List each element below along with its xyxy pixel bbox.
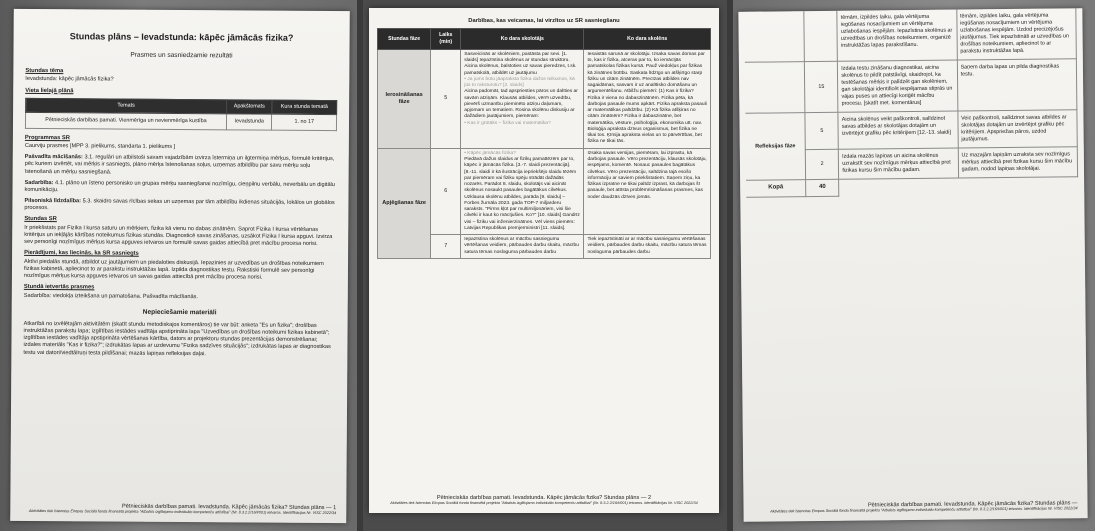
student-cell: Veic paškontroli, salīdzinot savas atbildes ar skolotājas dotajām un izvērtējot grafiku pēc kritērijiem. Apspriežas pāros, uzdod jautājumus. — [958, 110, 1078, 148]
skill-paragraph — [24, 180, 336, 196]
minutes-cell: 15 — [805, 61, 839, 112]
skill-text: 4.1. plāno un īsteno personisko un grupas mērķu sasniegšanai nozīmīgu, cieņpilnu verbālu, neverbālu un digitālu komunikāciju. — [24, 179, 335, 194]
footer-title: Pētnieciskās darbības pamati. Ievadstunda. Kāpēc jāmācās fizika? Stundas plāns — 2 — [436, 495, 652, 501]
footer-title: Pētnieciskās darbības pamati. Ievadstunda. Kāpēc jāmācās fizika? Stundas plāns — 1 — [122, 503, 337, 512]
table-cell: 1. no 17 — [272, 114, 337, 130]
topic-text: Ievadstunda: kāpēc jāmācās fizika? — [25, 76, 114, 83]
table-row — [745, 110, 1077, 151]
document-page-2 — [369, 8, 719, 513]
materials-heading: Nepieciešamie materiāli — [142, 308, 217, 316]
table-row — [744, 8, 1076, 62]
table-row — [378, 49, 711, 148]
minutes-cell: 7 — [431, 235, 461, 259]
student-cell: Iesaistās sarunā ar skolotāju. Izsaka savas domas par to, kas ir fizika, atceras par to, ko iemācījās pamatskolas fizikas kursā. Pauž viedokļus par fizikas kā zinātnes būtību. Saskata līdzīgo un atšķirīgo starp fiziku un citām zinātnēm. Precīzas atbildes nav sagaidāmas, sasvars ir uz analītisko domāšanu un argumentēšanu. Atbilžu piemēri: (1) Kas ir fizika? Fizika ir viena no dabaszinātnēm. Fizika pēta, kā darbojas pasaule mums apkārt. Fizika apraksta pasauli ar matemātikas palīdzību. (2) Kā fizika atšķiras no citām zinātnēm? Fizika ir dabaszinātne, bet matemātika, vēsture, psiholoģija, ekonomika utt. nav. Bioloģija apraksta dzīvus organismus, bet fizika ne tikai tos. Ķīmija apraksta vielas un to pārvērtības, bet fizika ne tikai tās. — [584, 49, 711, 148]
total-row — [746, 177, 1078, 197]
student-cell: tēmām, izpildes laiku, gala vērtējuma iegūšanas nosacījumiem un vērtējuma uzlabošanas iespējām. Uzdod precizējošus jautājumus. Tiek iepazīstināti ar uzvedības un drošības noteikumiem, apliecinot to ar parakstu instruktāžas lapā. — [956, 8, 1076, 60]
teacher-cell: tēmām, izpildes laiku, gala vērtējuma iegūšanas nosacījumiem un vērtējuma uzlabošanas iespējām. Iepazīstina skolēnus ar uzvedības un drošības noteikumiem, organizē instruktāžas lapas parakstīšanu. — [837, 10, 957, 62]
place-heading: Vieta lielajā plānā — [25, 87, 74, 94]
program-heading: Programmas SR — [24, 134, 71, 141]
student-cell: Tiek iepazīstināti ar ar mācību sasniegumu vērtēšanas veidiem, pārbaudes darbu skaitu, mācību satura tēmas nosləguma pārbaudes darbu — [584, 235, 711, 259]
table-header: Ko dara skolotājs — [461, 29, 584, 49]
skill-label: Sadarbība: — [24, 179, 54, 186]
footer-note: Aktivitātes tiek īstenotas Eiropas Sociālā fonda finansētā projekta "Atbalsts izglītojamo individuālo kompetenču attīstībai" (Nr. 8.3.2.2/16/I/001) ietvaros. Identifikācijas Nr. VISC 2022/34 — [390, 501, 698, 505]
program-text: Caurviju prasmes [MPP 3. pielikums, standarta 1. pielikums ] — [24, 143, 176, 151]
minutes-cell — [804, 11, 838, 62]
table-header: Apakštemats — [227, 100, 273, 114]
footer-note: Aktivitātes tiek īstenotas Eiropas Sociālā fonda finansētā projekta "Atbalsts izglītojamo individuālo kompetenču attīstībai" (Nr. 8.3.2.2/16/I/001) ietvaros. Identifikācijas Nr. VISC 2022/34 — [28, 508, 337, 516]
table-row — [25, 112, 336, 130]
page-title: Stundas plāns – Ievadstunda: kāpēc jāmācās fizika? — [69, 31, 294, 43]
student-cell: Saņem darba lapas un pilda diagnostikas testu. — [957, 59, 1077, 111]
footer-note: Aktivitātes tiek īstenotas Eiropas Sociālā fonda finansētā projekta "Atbalsts izglītojamo individuālo kompetenču attīstībai" (Nr. 8.3.2.2/16/I/001) ietvaros. Identifikācijas Nr. VISC 2022/34 — [770, 506, 1078, 514]
sr-heading: Stundas SR — [24, 216, 57, 223]
table-header: Temats — [26, 98, 227, 113]
table-header: Laiks (min) — [431, 29, 461, 49]
photo-page-1 — [0, 0, 357, 531]
lesson-plan-table — [377, 28, 711, 259]
sr-text: Ir priekšstats par Fizika I kursa saturu un mērķiem, fizika kā vienu no dabas zinātnēm. Saprot Fizika I kursa vērtēšanas kritērijus un iekļājās kārtības noteikumus fizikas stundās. Diagnosticē savas zināšanas, uzsākot Fizika I kursa apguvi. Izvirza sev personīgi nozīmīgus mērķus kursa apguves ietvaros un formulē savas gaidas attiecībā pret mācību procesa norisi. — [24, 224, 333, 248]
document-page-1 — [10, 9, 350, 523]
lesson-plan-table-continued — [744, 8, 1078, 198]
footer-title: Pētnieciskās darbības pamati. Ievadstunda. Kāpēc jāmācās fizika? Stundas plāns — — [867, 500, 1078, 509]
skill-paragraph — [24, 198, 336, 214]
teacher-cell: Izdala mazās lapiņas un aicina skolēnus uzrakstīt sev nozīmīgus mērķus attiecībā pret fizikas kursu šim mācību gadam. — [839, 148, 959, 179]
teacher-cell: Aicina skolēnus veikt paškontroli, salīdzinot savas atbildes ar skolotājas dotajām un izvērtējot grafiku pēc kritērijiem [12.-13. slaidi] — [838, 111, 958, 149]
page-footer — [29, 503, 336, 515]
skill-label: Pašvadīta mācīšanās: — [24, 154, 83, 161]
phase-cell — [744, 11, 804, 62]
teacher-cell: Iepazīstina skolēnus ar mācību sasniegumu vērtēšanas veidiem, pārbaudes darbu skaitu, mācību satura tēmas nosləguma pārbaudes darbu — [461, 235, 584, 259]
page-footer — [377, 495, 711, 505]
minutes-cell: 5 — [431, 49, 461, 148]
table-caption: Darbības, kas veicamas, lai virzītos uz SR sasniegšanu — [468, 18, 620, 24]
page-footer — [770, 500, 1077, 513]
skill-text: 3.1. regulāri un atbilstoši savam vajadzībām izvirza īstermiņa un ilgtermiņa mērķus, formulē kritērijus, pēc kuriem izvērtēt, vai mērķis ir sasniegts, plāno mērķa īstenošanas soļus, uzņemas atbildību par savu mērķu soļu īstenošanā un mērķu sasniegšanā. — [24, 154, 335, 176]
total-label: Kopā — [746, 180, 806, 197]
table-row — [378, 148, 711, 234]
table-header: Stundas fāze — [378, 29, 431, 49]
document-page-3 — [738, 8, 1087, 522]
skills-text: Sadarbība: viedokļa izteikšana un pamatošana. Pašvadīta mācīšanās. — [23, 292, 198, 300]
skill-label: Pilsoniskā līdzdalība: — [24, 197, 82, 205]
table-row — [745, 59, 1077, 114]
photo-page-3 — [733, 0, 1095, 531]
materials-text: Atkarībā no izvēlētajām aktivitātēm (skatīt stundu metodiskajos komentāros) tie var būt: anketa "Es un fizika"; drošības instruktāžas parakstu lapa; izglītības iestādes vadītāja apstiprināta lapa "Uzvedības un drošības noteikumi fizikas kabinetā"; izglītības iestādes vadītāja apstiprināta vērtēšanas kārtība, dators ar projektoru stundas prezentācijas demonstrēšanai; izdales materiāls "Kas ir fizika?"; izdrukātas lapas ar uzdevumu "Fizika sadzīves situācijās"; izdrukātas lapas ar diagnostikas testu vai datori/viedtālruņi testa pildīšanai; mazās lapiņas refleksijas daļai. — [23, 320, 331, 357]
skill-paragraph — [25, 154, 337, 178]
phase-cell — [745, 62, 805, 114]
teacher-faded-text: • Ja jums būtu jāapraksta fizika dažos teikumos, kā jūs to raksturotu? [2. slaids] — [464, 76, 575, 89]
skill-text: 5.3. skaidro savas rīcības sekas un uzņemas par tām atbildību ikdienas situācijās, lokālos un globālos procesos. — [24, 198, 335, 212]
phase-cell: Ierosināšanas fāze — [378, 49, 431, 148]
student-cell: Uz mazajām lapiņām uzraksta sev nozīmīgus mērķus attiecībā pret fizikas kursu šim mācību gadam, nodod lapiņas skolotājai. — [958, 147, 1078, 178]
student-cell: Izsaka savas versijas, piemēram, lai izprastu, kā darbojas pasaule. Vēro prezentāciju, klausās skolotāju, iespējams, komentē. Nosauc pasaules bagātākus cilvēkus. Vēro prezentāciju, salīdzina tajā esošo informāciju ar saviem priekšstatiem. Saņem ziņu, ka fizikas izpratne ne tikai palīdz izprast, kā darbojas šī pasaule, bet attīsta problēmrisināšanas prasmes, kas noder daudzās dzīves jomās. — [584, 148, 711, 234]
photo-page-2 — [363, 0, 727, 531]
teacher-faded-text: • Kas ir grūtāks – fizika vai matemātika? — [464, 120, 551, 126]
topics-table — [25, 98, 337, 131]
teacher-cell — [461, 148, 584, 234]
table-header: Ko dara skolēns — [584, 29, 711, 49]
minutes-cell: 5 — [805, 112, 839, 149]
phase-cell: Refleksijas fāze — [745, 113, 805, 181]
teacher-faded-text: • Kāpēc jāmācās fizika? — [464, 150, 516, 156]
teacher-text: Aicina padomāt, tad apspriesties pāros un dalīties ar savām atziņām. Klausās atbildes, vērო uzvedību, pievērš uzmanību pieminēto atziņu daļumam, apjomam un tematiem. Rosina skolēnu diskusiju ar dažādiem jautājumiem, piemēram: — [464, 89, 578, 120]
page-subtitle: Prasmes un sasniedzamie rezultāti — [130, 51, 233, 59]
table-cell: Pētnieciskās darbības pamati. Vienmērīga un nevienmērīga kustība — [25, 112, 226, 129]
evidence-heading: Pierādījumi, kas liecinās, ka SR sasniegts — [24, 250, 139, 257]
teacher-cell: Izdala testu zināšanu diagnostikai, aicina skolēnus to pildīt patstāvīgi, skaidrojot, ka testēšanas mērķis ir palīdzēt gan skolēniem, gan skolotājai identificēt iespējamas stiprās un vājas puses un attiecīgi koriģēt mācību procesu. [skatīt met. komentārus] — [838, 60, 958, 112]
total-value: 40 — [806, 180, 839, 197]
teacher-cell — [461, 49, 584, 148]
phase-cell: Apjēgšanas fāze — [378, 148, 431, 258]
teacher-text: Piedāvā dažus slaidus ar fizikų pamattēzēm par to, kāpēc ir jāmācās fizika. [3.-7. slaidi prezentācijā]. [8.-11. slaidi ir kā ilustrācija iepriekšējo slaidu tēzēm par piemēram vai fiziku spēju strādāt dažādās nozarēs. Parādot 8. slaidu, skolotājs vai aicināt skolēnus nosaukt pasaules bagātākus cilvēkus. Uzklausa skolēnu atbildes, parāda [9. slaidu] – Forbes žurnāla 2023. gada TOP-7 miljarderu saraksts. "Pirms kļūt par multimiljonāriem, visi šie cilvēki ir kaut ko mācījušies. Ko?" [10. slaids] Gandrīz visi – fiziku vai inženierzinātnes. Vēl viens piemērs: Latvijas Republikas premjerministri [11. slaids]. — [464, 156, 580, 231]
evidence-text: Aktīvi piedalās stundā, atbildot uz jautājumiem un piedaloties diskusijā. Iepazinies ar uzvedības un drošības noteikumiem fizikas kabinetā, apliecinot to ar parakstu instruktāžas lapā. Izpilda diagnostikas testu. Rakstiski formulē sev personīgi nozīmīgus mērķus kursa apguves ietvaros un savas gaidas attiecībā pret mācību procesa norisi. — [23, 258, 324, 281]
topic-heading: Stundas tēma — [25, 67, 64, 75]
table-cell: Ievadstunda — [226, 114, 272, 130]
teacher-text: Sasveicinās ar skolēniem, pastāsta par sevi. [1. slaids] Iepazīstina skolēnus ar stundas struktūru. Aicina skolēnus, balstoties uz savas pieredzes, t.sk. pamatskolā, atbildēt uz jautājumu — [464, 51, 577, 76]
minutes-cell: 2 — [805, 150, 838, 180]
skills-heading: Stundā ietvertās prasmes — [23, 284, 95, 291]
table-header: Kura stunda tematā — [272, 100, 337, 114]
minutes-cell: 6 — [431, 148, 461, 234]
